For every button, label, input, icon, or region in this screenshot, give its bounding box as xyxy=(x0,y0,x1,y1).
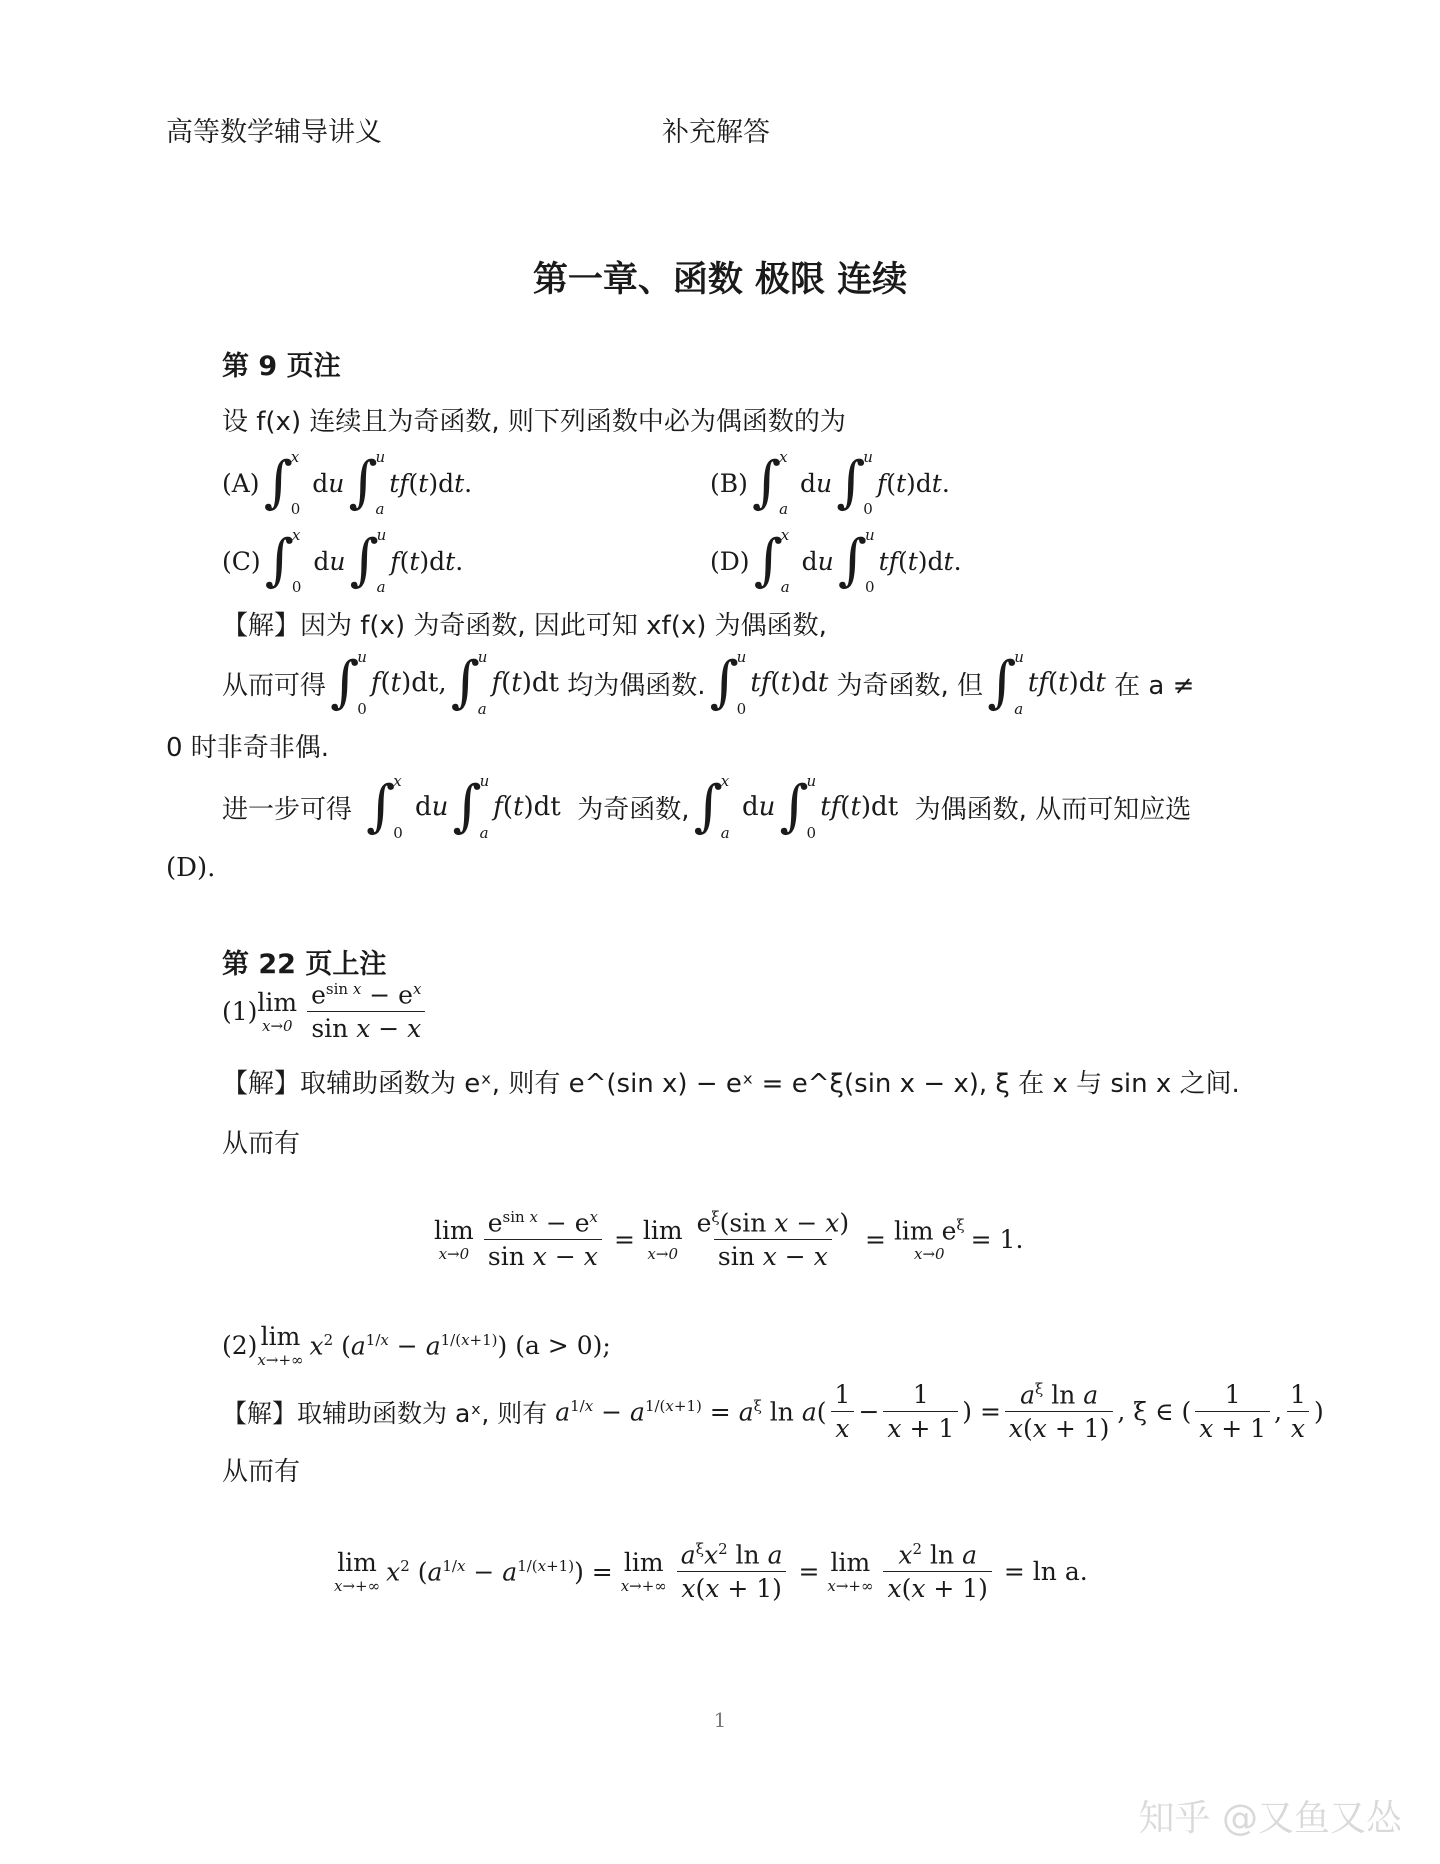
result-equation-2: lim x→+∞ $x^2$ $(a^{1/x} - a^{1/(x+1)})$ = lim x→+∞ $\frac{a^\xi x^2 \ln a}{x(x + 1)}$ = lim x→+∞ $\frac{x^2 \ln a}{x(x + 1)}$ = ln a. xyxy=(334,1540,1088,1604)
page-number: 1 xyxy=(713,1708,727,1732)
option-b-label: (B) xyxy=(710,468,748,498)
solution-line-4: 进一步可得 ∫ x 0 d u ∫ u a f ( t )dt 为奇函数, ∫ x a d u ∫ u 0 tf ( t )dt 为偶函数, 从而可知应选 xyxy=(222,772,1192,842)
result-1-value: = 1. xyxy=(970,1225,1024,1255)
then-text-2: 从而有 xyxy=(222,1457,301,1487)
header-left: 高等数学辅导讲义 xyxy=(166,117,382,148)
option-c: (C) ∫ x 0 d u ∫ u a f ( t )d t . xyxy=(222,526,464,596)
solution-line-1: 【解】因为 f(x) 为奇函数, 因此可知 xf(x) 为偶函数, xyxy=(222,611,827,641)
problem-2: (2) lim x→+∞ $x^2$ $(a^{1/x} - a^{1/(x+1)})$ (a > 0); xyxy=(222,1322,611,1369)
sol2-text-b: 均为偶函数. xyxy=(567,670,706,701)
option-a: (A) ∫ x 0 d u ∫ u a tf ( t )d t . xyxy=(222,448,473,518)
sol2-text-c: 为奇函数, 但 xyxy=(836,670,984,701)
problem-1-solution: 【解】取辅助函数为 eˣ, 则有 e^(sin x) − eˣ = e^ξ(sin x − x), ξ 在 x 与 sin x 之间. xyxy=(222,1069,1240,1099)
sol4-text-c: 为偶函数, 从而可知应选 xyxy=(914,794,1192,825)
solution-line-3: 0 时非奇非偶. xyxy=(166,733,330,763)
solution-line-2: 从而可得 ∫ u 0 f ( t )dt, ∫ u a f ( t )dt 均为偶函数. ∫ u 0 tf ( t )d t 为奇函数, 但 ∫ u a tf ( t )d t 在 a ≠ xyxy=(222,648,1195,718)
watermark: 知乎 @又鱼又怂 xyxy=(1138,1798,1402,1839)
solution-line-5: (D). xyxy=(166,853,216,883)
option-a-label: (A) xyxy=(222,468,260,498)
sol2-text-d: 在 a ≠ xyxy=(1114,670,1195,701)
then-text-1: 从而有 xyxy=(222,1129,301,1159)
sol2-text-a: 从而可得 xyxy=(222,670,327,701)
header-right: 补充解答 xyxy=(662,117,770,148)
option-d: (D) ∫ x a d u ∫ u 0 tf ( t )d t . xyxy=(710,526,962,596)
problem-1-label: (1) xyxy=(222,997,258,1027)
section-heading-p22: 第 22 页上注 xyxy=(222,949,387,980)
sol4-text-a: 进一步可得 xyxy=(222,794,353,825)
option-d-label: (D) xyxy=(710,546,750,576)
p2-sol-text: 【解】取辅助函数为 aˣ, 则有 xyxy=(222,1398,548,1428)
option-c-label: (C) xyxy=(222,546,261,576)
result-2-value: = ln a. xyxy=(1003,1557,1088,1587)
result-equation-1: lim x→0 $\frac{e^{sin x} - e^x}{\text{sin x − x}}$ = lim x→0 $\frac{e^\xi(\sin x - x)}{\text{sin x − x}}$ = $\lim e^\xi$ x→0 = 1. xyxy=(434,1208,1024,1272)
problem-1: (1) lim x→0 $\frac{e^{sin x} - e^x}{\text{sin x − x}}$ xyxy=(222,980,429,1043)
chapter-title: 第一章、函数 极限 连续 xyxy=(532,260,908,300)
sol4-text-b: 为奇函数, xyxy=(577,794,690,825)
problem-2-label: (2) xyxy=(222,1331,258,1360)
option-b: (B) ∫ x a d u ∫ u 0 f ( t )d t . xyxy=(710,448,950,518)
section-heading-p9: 第 9 页注 xyxy=(222,351,341,382)
question-text: 设 f(x) 连续且为奇函数, 则下列函数中必为偶函数的为 xyxy=(222,407,846,437)
problem-2-solution: 【解】取辅助函数为 aˣ, 则有 $a^{1/x} - a^{1/(x+1)} = a^\xi$ ln a( $\frac{1}{x}$ − $\frac{1}{x + 1}$ ) = $\frac{a^\xi \ln a}{x(x + 1)}$ , ξ ∈ ( $\frac{1}{x + 1}$ , $\frac{1}{x}$ ) xyxy=(222,1380,1324,1444)
problem-2-condition: (a > 0); xyxy=(515,1331,611,1360)
